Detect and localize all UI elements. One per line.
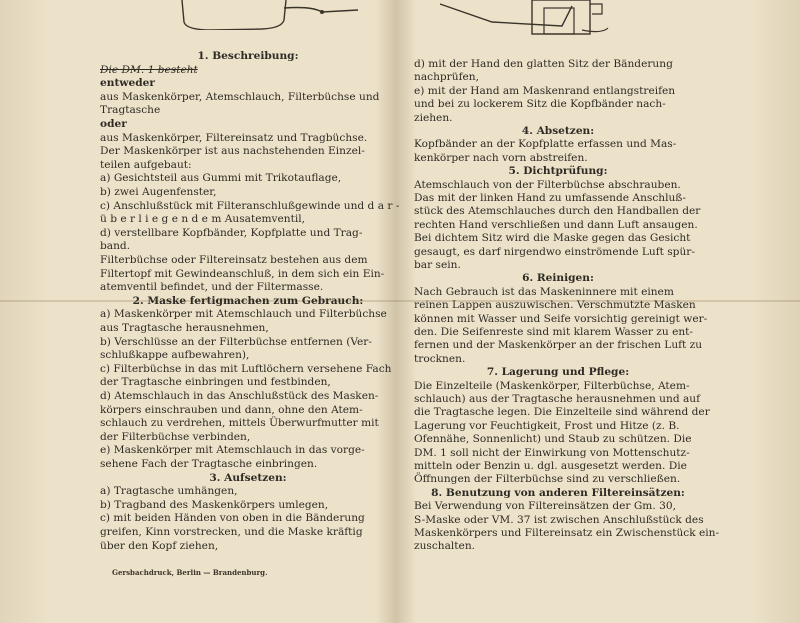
text-line: der Tragtasche einbringen und festbinden, [100, 376, 331, 389]
text-line: b) Tragband des Maskenkörpers umlegen, [100, 498, 329, 511]
text-line: sehene Fach der Tragtasche einbringen. [100, 458, 318, 470]
text-line: band. [100, 240, 131, 253]
text-line: Das mit der linken Hand zu umfassende Anschluß- [414, 192, 686, 204]
text-line: Filtertopf mit Gewindeanschluß, in dem sich ein Ein- [100, 267, 385, 280]
text-line: d) Atemschlauch in das Anschlußstück des Masken- [100, 390, 379, 402]
text-line: d) verstellbare Kopfbänder, Kopfplatte und Trag- [100, 226, 363, 239]
text-line: aus Tragtasche herausnehmen, [100, 322, 269, 334]
text-line: schlauch zu verdrehen, mittels Überwurfmutter mit [100, 417, 379, 430]
gasmask-illustration-left [172, 0, 362, 30]
text-line: der Filterbüchse verbinden, [100, 430, 251, 443]
section-heading: 5. Dichtprüfung: [508, 165, 608, 178]
text-line: aus Maskenkörper, Atemschlauch, Filterbüchse und [100, 90, 380, 103]
text-line: Ofennähe, Sonnenlicht) und Staub zu schützen. Die [414, 433, 692, 446]
text-line: ü b e r l i e g e n d e m Ausatemventil, [100, 213, 306, 226]
text-line: d) mit der Hand den glatten Sitz der Bänderung [414, 58, 673, 70]
text-line: c) Filterbüchse in das mit Luftlöchern versehene Fach [100, 362, 392, 375]
text-line: a) Maskenkörper mit Atemschlauch und Filterbüchse [100, 308, 387, 321]
section-heading: 2. Maske fertigmachen zum Gebrauch: [132, 294, 364, 307]
text-line: über den Kopf ziehen, [100, 539, 219, 552]
text-line: Atemschlauch von der Filterbüchse abschrauben. [414, 178, 681, 191]
section-heading: 3. Aufsetzen: [209, 471, 287, 484]
text-line: teilen aufgebaut: [100, 158, 192, 171]
text-line: b) Verschlüsse an der Filterbüchse entfernen (Ver- [100, 335, 372, 348]
text-line: Kopfbänder an der Kopfplatte erfassen und Mas- [414, 138, 677, 151]
text-line: Der Maskenkörper ist aus nachstehenden Einzel- [100, 145, 365, 158]
text-line: atemventil befindet, und der Filtermasse. [100, 281, 324, 294]
text-line: Bei dichtem Sitz wird die Maske gegen das Gesicht [414, 232, 691, 245]
text-line: können mit Wasser und Seife vorsichtig gereinigt wer- [414, 312, 708, 325]
text-line: c) mit beiden Händen von oben in die Bänderung [100, 512, 365, 525]
text-line: Bei Verwendung von Filtereinsätzen der Gm. 30, [414, 500, 676, 513]
text-line: und bei zu lockerem Sitz die Kopfbänder nach- [414, 98, 666, 111]
text-line: körpers einschrauben und dann, ohne den Atem- [100, 403, 363, 416]
text-line: rechten Hand verschließen und dann Luft ansaugen. [414, 218, 698, 231]
text-line: den. Die Seifenreste sind mit klarem Wasser zu ent- [414, 326, 694, 338]
text-line: schlauch) aus der Tragtasche herausnehmen und auf [414, 393, 701, 405]
text-line: Filterbüchse oder Filtereinsatz bestehen aus dem [100, 254, 368, 266]
text-line: e) Maskenkörper mit Atemschlauch in das vorge- [100, 444, 365, 457]
text-line: e) mit der Hand am Maskenrand entlangstreifen [414, 84, 676, 97]
text-line: kenkörper nach vorn abstreifen. [414, 151, 588, 164]
text-line: a) Tragtasche umhängen, [100, 485, 238, 498]
text-line: zuschalten. [414, 540, 476, 553]
text-line: a) Gesichtsteil aus Gummi mit Trikotauflage, [100, 172, 342, 185]
text-line: bar sein. [414, 259, 461, 271]
gasmask-illustration-right [432, 0, 642, 40]
text-line: Nach Gebrauch ist das Maskeninnere mit einem [414, 285, 674, 298]
text-line: nachprüfen, [414, 71, 479, 84]
text-line: reinen Lappen auszuwischen. Verschmutzte Masken [414, 299, 696, 312]
section-heading: 6. Reinigen: [522, 272, 594, 285]
text-line: fernen und der Maskenkörper an der frischen Luft zu [414, 339, 703, 352]
text-line: Öffnungen der Filterbüchse sind zu verschließen. [414, 473, 681, 486]
text-line: schlußkappe aufbewahren), [100, 349, 250, 362]
text-line: gesaugt, es darf nirgendwo einströmende Luft spür- [414, 245, 695, 258]
text-line: entweder [100, 77, 155, 90]
text-line: c) Anschlußstück mit Filteranschlußgewinde und d a r - [100, 199, 400, 212]
text-line: stück des Atemschlauches durch den Handballen der [414, 205, 701, 218]
text-line: trocknen. [414, 352, 466, 365]
text-line: Maskenkörpers und Filtereinsatz ein Zwischenstück ein- [414, 527, 720, 539]
text-line: S-Maske oder VM. 37 ist zwischen Anschlußstück des [414, 513, 704, 526]
text-line: die Tragtasche legen. Die Einzelteile sind während der [414, 406, 710, 419]
text-line: DM. 1 soll nicht der Einwirkung von Mottenschutz- [414, 446, 690, 459]
text-line: b) zwei Augenfenster, [100, 186, 217, 198]
text-line: ziehen. [414, 111, 453, 124]
text-line: Die Einzelteile (Maskenkörper, Filterbüchse, Atem- [414, 379, 690, 392]
text-line: mitteln oder Benzin u. dgl. ausgesetzt werden. Die [414, 460, 687, 472]
section-heading: 7. Lagerung und Pflege: [486, 366, 630, 379]
text-line: Tragtasche [100, 104, 161, 117]
section-heading: 4. Absetzen: [521, 125, 595, 137]
text-line: greifen, Kinn vorstrecken, und die Maske kräftig [100, 526, 363, 538]
section-heading: 8. Benutzung von anderen Filtereinsätzen: [431, 486, 685, 499]
text-line: oder [100, 118, 127, 130]
section-heading: 1. Beschreibung: [197, 50, 299, 62]
printer-imprint: Gersbachdruck, Berlin — Brandenburg. [112, 568, 268, 577]
text-line: Lagerung vor Feuchtigkeit, Frost und Hitze (z. B. [414, 419, 680, 432]
text-line: Die DM. 1 besteht [100, 63, 198, 76]
text-line: aus Maskenkörper, Filtereinsatz und Tragbüchse. [100, 131, 368, 144]
